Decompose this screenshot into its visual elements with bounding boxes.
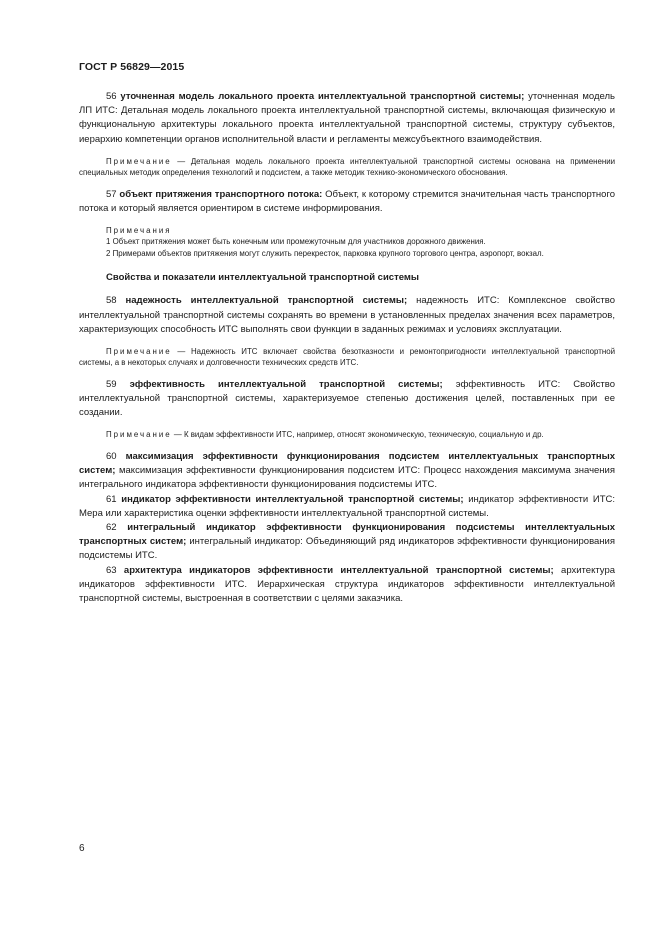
note-label: Примечание [106, 347, 172, 357]
term-number: 57 [106, 188, 117, 200]
note-59: Примечание — К видам эффективности ИТС, например, относят экономическую, техническую, социальную и др. [106, 430, 544, 440]
term-entry-62 [79, 521, 615, 564]
term-entry-58 [79, 294, 615, 337]
terms-body [79, 90, 615, 606]
term-number: 58 [106, 295, 117, 307]
term-name: максимизация эффективности функционирования подсистем интеллектуальных транспортных систем; [79, 450, 615, 477]
term-definition: индикатор эффективности ИТС: Мера или характеристика оценки эффективности интеллектуальной транспортной системы. [79, 493, 616, 519]
standard-header: ГОСТ Р 56829—2015 [79, 61, 185, 73]
note-58: Примечание — Надежность ИТС включает свойства безотказности и ремонтопригодности интеллектуальной транспортной системы, а в некоторых случаях и долговечности технических средств ИТС. [79, 347, 616, 368]
term-name: эффективность интеллектуальной транспортной системы; [129, 378, 443, 390]
term-name: уточненная модель локального проекта интеллектуальной транспортной системы; [120, 91, 525, 102]
term-entry-60 [79, 450, 615, 493]
term-name: индикатор эффективности интеллектуальной транспортной системы; [121, 493, 464, 505]
note-label: Примечание [106, 156, 172, 166]
term-number: 63 [106, 564, 117, 576]
term-definition: интегральный индикатор: Объединяющий ряд индикаторов эффективности функционирования подсистемы ИТС. [79, 536, 615, 562]
term-entry-57 [79, 188, 615, 216]
term-definition: архитектура индикаторов эффективности ИТС. Иерархическая структура индикаторов эффективности интеллектуальной транспортной системы, выстроенная в соответствии с целями заказчика. [79, 564, 616, 604]
note-56: Примечание — Детальная модель локального проекта интеллектуальной транспортной системы основана на применении специальных методик определения технологий и подсистем, а также методик технико-экономического обоснования. [79, 156, 616, 178]
term-number: 60 [106, 450, 117, 462]
term-definition: эффективность ИТС: Свойство интеллектуальной транспортной системы, характеризуемое степенью достижения целей, поставленных при ее создании. [79, 378, 615, 419]
term-name: объект притяжения транспортного потока: [119, 188, 323, 200]
note-text: Детальная модель локального проекта интеллектуальной транспортной системы основана на применении специальных методик определения технологий и подсистем, а также методик технико-экономического обоснования. [79, 156, 616, 178]
note-text: К видам эффективности ИТС, например, относят экономическую, техническую, социальную и др. [183, 430, 544, 440]
note-57-1: 1 Объект притяжения может быть конечным или промежуточным для участников дорожного движения. [106, 237, 486, 247]
term-definition: максимизация эффективности функционирования подсистем ИТС: Процесс нахождения максимума значения интегрального индикатора эффективности функционирования подсистемы ИТС. [79, 465, 615, 491]
section-heading: Свойства и показатели интеллектуальной транспортной системы [106, 272, 420, 284]
term-number: 59 [106, 378, 117, 390]
note-57-2: 2 Примерами объектов притяжения могут служить перекресток, парковка крупного торгового центра, аэропорт, вокзал. [106, 248, 544, 258]
note-label: Примечание [106, 430, 172, 440]
term-name: надежность интеллектуальной транспортной системы; [125, 295, 408, 307]
term-number: 62 [106, 521, 117, 533]
term-entry-63 [79, 564, 615, 607]
page-number: 6 [79, 843, 85, 854]
notes-label-57: Примечания [106, 226, 172, 236]
term-name: архитектура индикаторов эффективности интеллектуальной транспортной системы; [123, 564, 554, 576]
term-number: 61 [106, 493, 117, 505]
term-entry-59 [79, 378, 615, 421]
term-definition: надежность ИТС: Комплексное свойство интеллектуальной транспортной системы сохранять во времени в установленных пределах значения всех параметров, характеризующих способность ИТС выполнять свои функции в заданных режимах и условиях эксплуатации. [79, 295, 615, 335]
note-text: Надежность ИТС включает свойства безотказности и ремонтопригодности интеллектуальной транспортной системы, а в некоторых случаях и долговечности технических средств ИТС. [79, 347, 616, 368]
term-number: 56 [106, 91, 117, 102]
term-name: интегральный индикатор эффективности функционирования подсистемы интеллектуальных транспортных систем; [79, 521, 615, 548]
term-entry-56 [79, 90, 615, 147]
term-definition: Объект, к которому стремится значительная часть транспортного потока и который является ориентиром в системе информирования. [79, 188, 615, 214]
term-entry-61 [79, 493, 615, 521]
term-definition: уточненная модель ЛП ИТС: Детальная модель локального проекта интеллектуальной транспортной системы, включающая физическую и функциональную архитектуры локального проекта интеллектуальной транспортной системы, структуру субъектов, иерархию компетенции органов исполнительной власти и регламенты межсубъектного взаимодействия. [79, 91, 616, 145]
